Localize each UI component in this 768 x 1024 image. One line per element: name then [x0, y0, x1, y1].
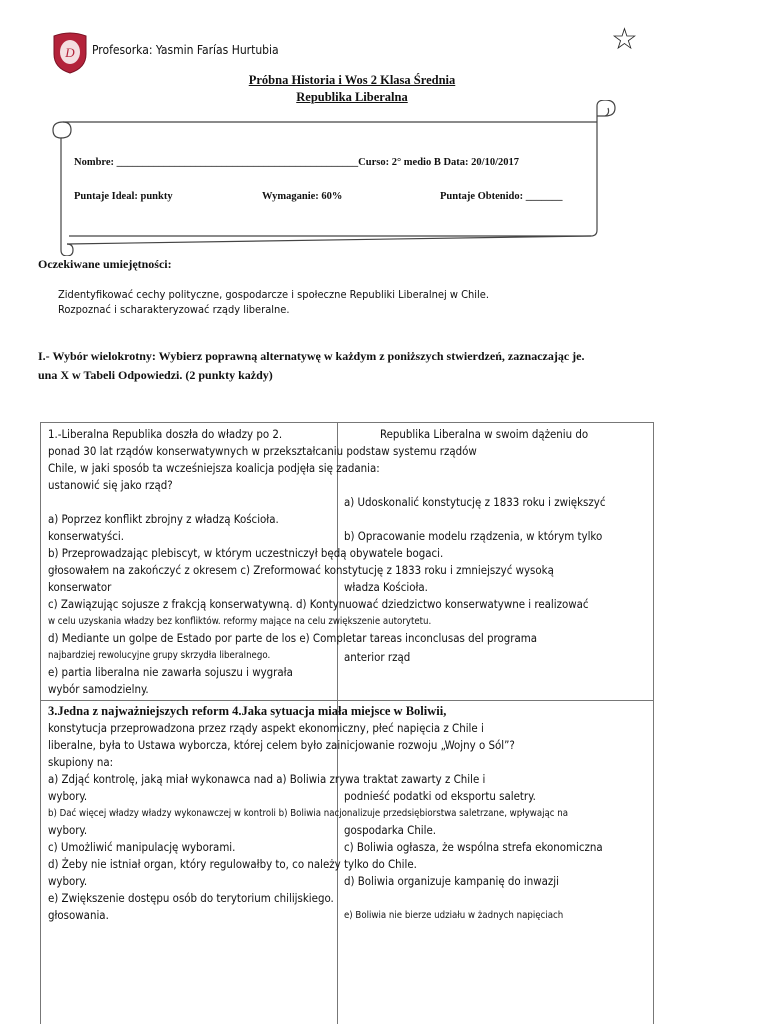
skills-heading: Oczekiwane umiejętności:: [38, 257, 172, 271]
exigencia: Wymaganie: 60%: [262, 191, 343, 202]
question-2-option: a) Udoskonalić konstytucję z 1833 roku i zwiększyć: [344, 495, 606, 509]
nombre-field: Nombre: ______________________________________________Curso: 2° medio B Data: 20/10/2017: [74, 157, 519, 168]
question-4-option: e) Boliwia nie bierze udziału w żadnych napięciach: [344, 910, 564, 921]
puntaje-ideal: Puntaje Ideal: punkty: [74, 191, 173, 202]
question-4-option: podnieść podatki od eksportu saletry.: [344, 789, 536, 803]
exam-title: Próbna Historia i Wos 2 Klasa Średnia: [248, 73, 456, 87]
instructions-line-1: I.- Wybór wielokrotny: Wybierz poprawną alternatywę w każdym z poniższych stwierdzeń, zaznaczając je.: [38, 349, 585, 363]
svg-text:D: D: [65, 45, 75, 60]
table-border-left: [40, 422, 41, 1024]
info-scroll-frame: [45, 100, 618, 256]
exam-subtitle: Republika Liberalna: [296, 90, 408, 104]
question-4-option: c) Boliwia ogłasza, że wspólna strefa ekonomiczna: [344, 840, 603, 854]
puntaje-obtenido: Puntaje Obtenido: _______: [440, 191, 563, 202]
table-row-divider: [40, 700, 654, 701]
skill-item: Rozpoznać i scharakteryzować rządy liberalne.: [58, 303, 290, 316]
star-icon: ☆: [611, 23, 638, 56]
question-2-option: władza Kościoła.: [344, 580, 428, 594]
question-3-text: 3.Jedna z najważniejszych reform 4.Jaka sytuacja miała miejsce w Boliwii, konstytucja przeprowadzona przez rządy aspekt ekonomiczny, płeć napięcia z Chile i liberalne, była to Ustawa wyborcza, której celem było zainicjowanie rozwoju „Wojny o Sól”? skupiony na: a) Zdjąć kontrolę, jaką miał wykonawca nad a) Boliwia zrywa traktat zawarty z Chile i wybory. b) Dać więcej władzy władzy wykonawczej w kontroli b) Boliwia nacjonalizuje przedsiębiorstwa saletrzane, wpływając na wybory. c) Umożliwić manipulację wyborami. d) Żeby nie istniał organ, który regulowałby to, co należy tylko do Chile. wybory. e) Zwiększenie dostępu osób do terytorium chilijskiego. głosowania.: [48, 704, 569, 922]
question-4-option: gospodarka Chile.: [344, 823, 437, 837]
question-2-heading: Republika Liberalna w swoim dążeniu do: [380, 427, 589, 441]
question-4-option: d) Boliwia organizuje kampanię do inwazji: [344, 874, 560, 888]
question-2-option: anterior rząd: [344, 650, 411, 664]
school-logo: [50, 30, 90, 74]
instructions-line-2: una X w Tabeli Odpowiedzi. (2 punkty każdy): [38, 368, 273, 382]
question-2-option: b) Opracowanie modelu rządzenia, w którym tylko: [344, 529, 603, 543]
table-border-top: [40, 422, 654, 423]
table-border-right: [653, 422, 654, 1024]
teacher-name: Profesorka: Yasmin Farías Hurtubia: [92, 43, 279, 57]
skill-item: Zidentyfikować cechy polityczne, gospodarcze i społeczne Republiki Liberalnej w Chile.: [58, 288, 490, 301]
question-1-text: 1.-Liberalna Republika doszła do władzy po 2. ponad 30 lat rządów konserwatywnych w przekształcaniu podstaw systemu rządów Chile, w jaki sposób ta wcześniejsza koalicja podjęła się zadania: ustanowić się jako rząd? a) Poprzez konflikt zbrojny z władzą Kościoła. konserwatyści. b) Przeprowadzając plebiscyt, w którym uczestniczył będą obywatele bogaci. głosowałem na zakończyć z okresem c) Zreformować konstytucję z 1833 roku i zmniejszyć wysoką konserwator c) Zawiązując sojusze z frakcją konserwatywną. d) Kontynuować dziedzictwo konserwatywne i realizować w celu uzyskania władzy bez konfliktów. reformy mające na celu zwiększenie autorytetu. d) Mediante un golpe de Estado por parte de los e) Completar tareas inconclusas del programa najbardziej rewolucyjne grupy skrzydła liberalnego. e) partia liberalna nie zawarła sojuszu i wygrała wybór samodzielny.: [48, 427, 589, 696]
